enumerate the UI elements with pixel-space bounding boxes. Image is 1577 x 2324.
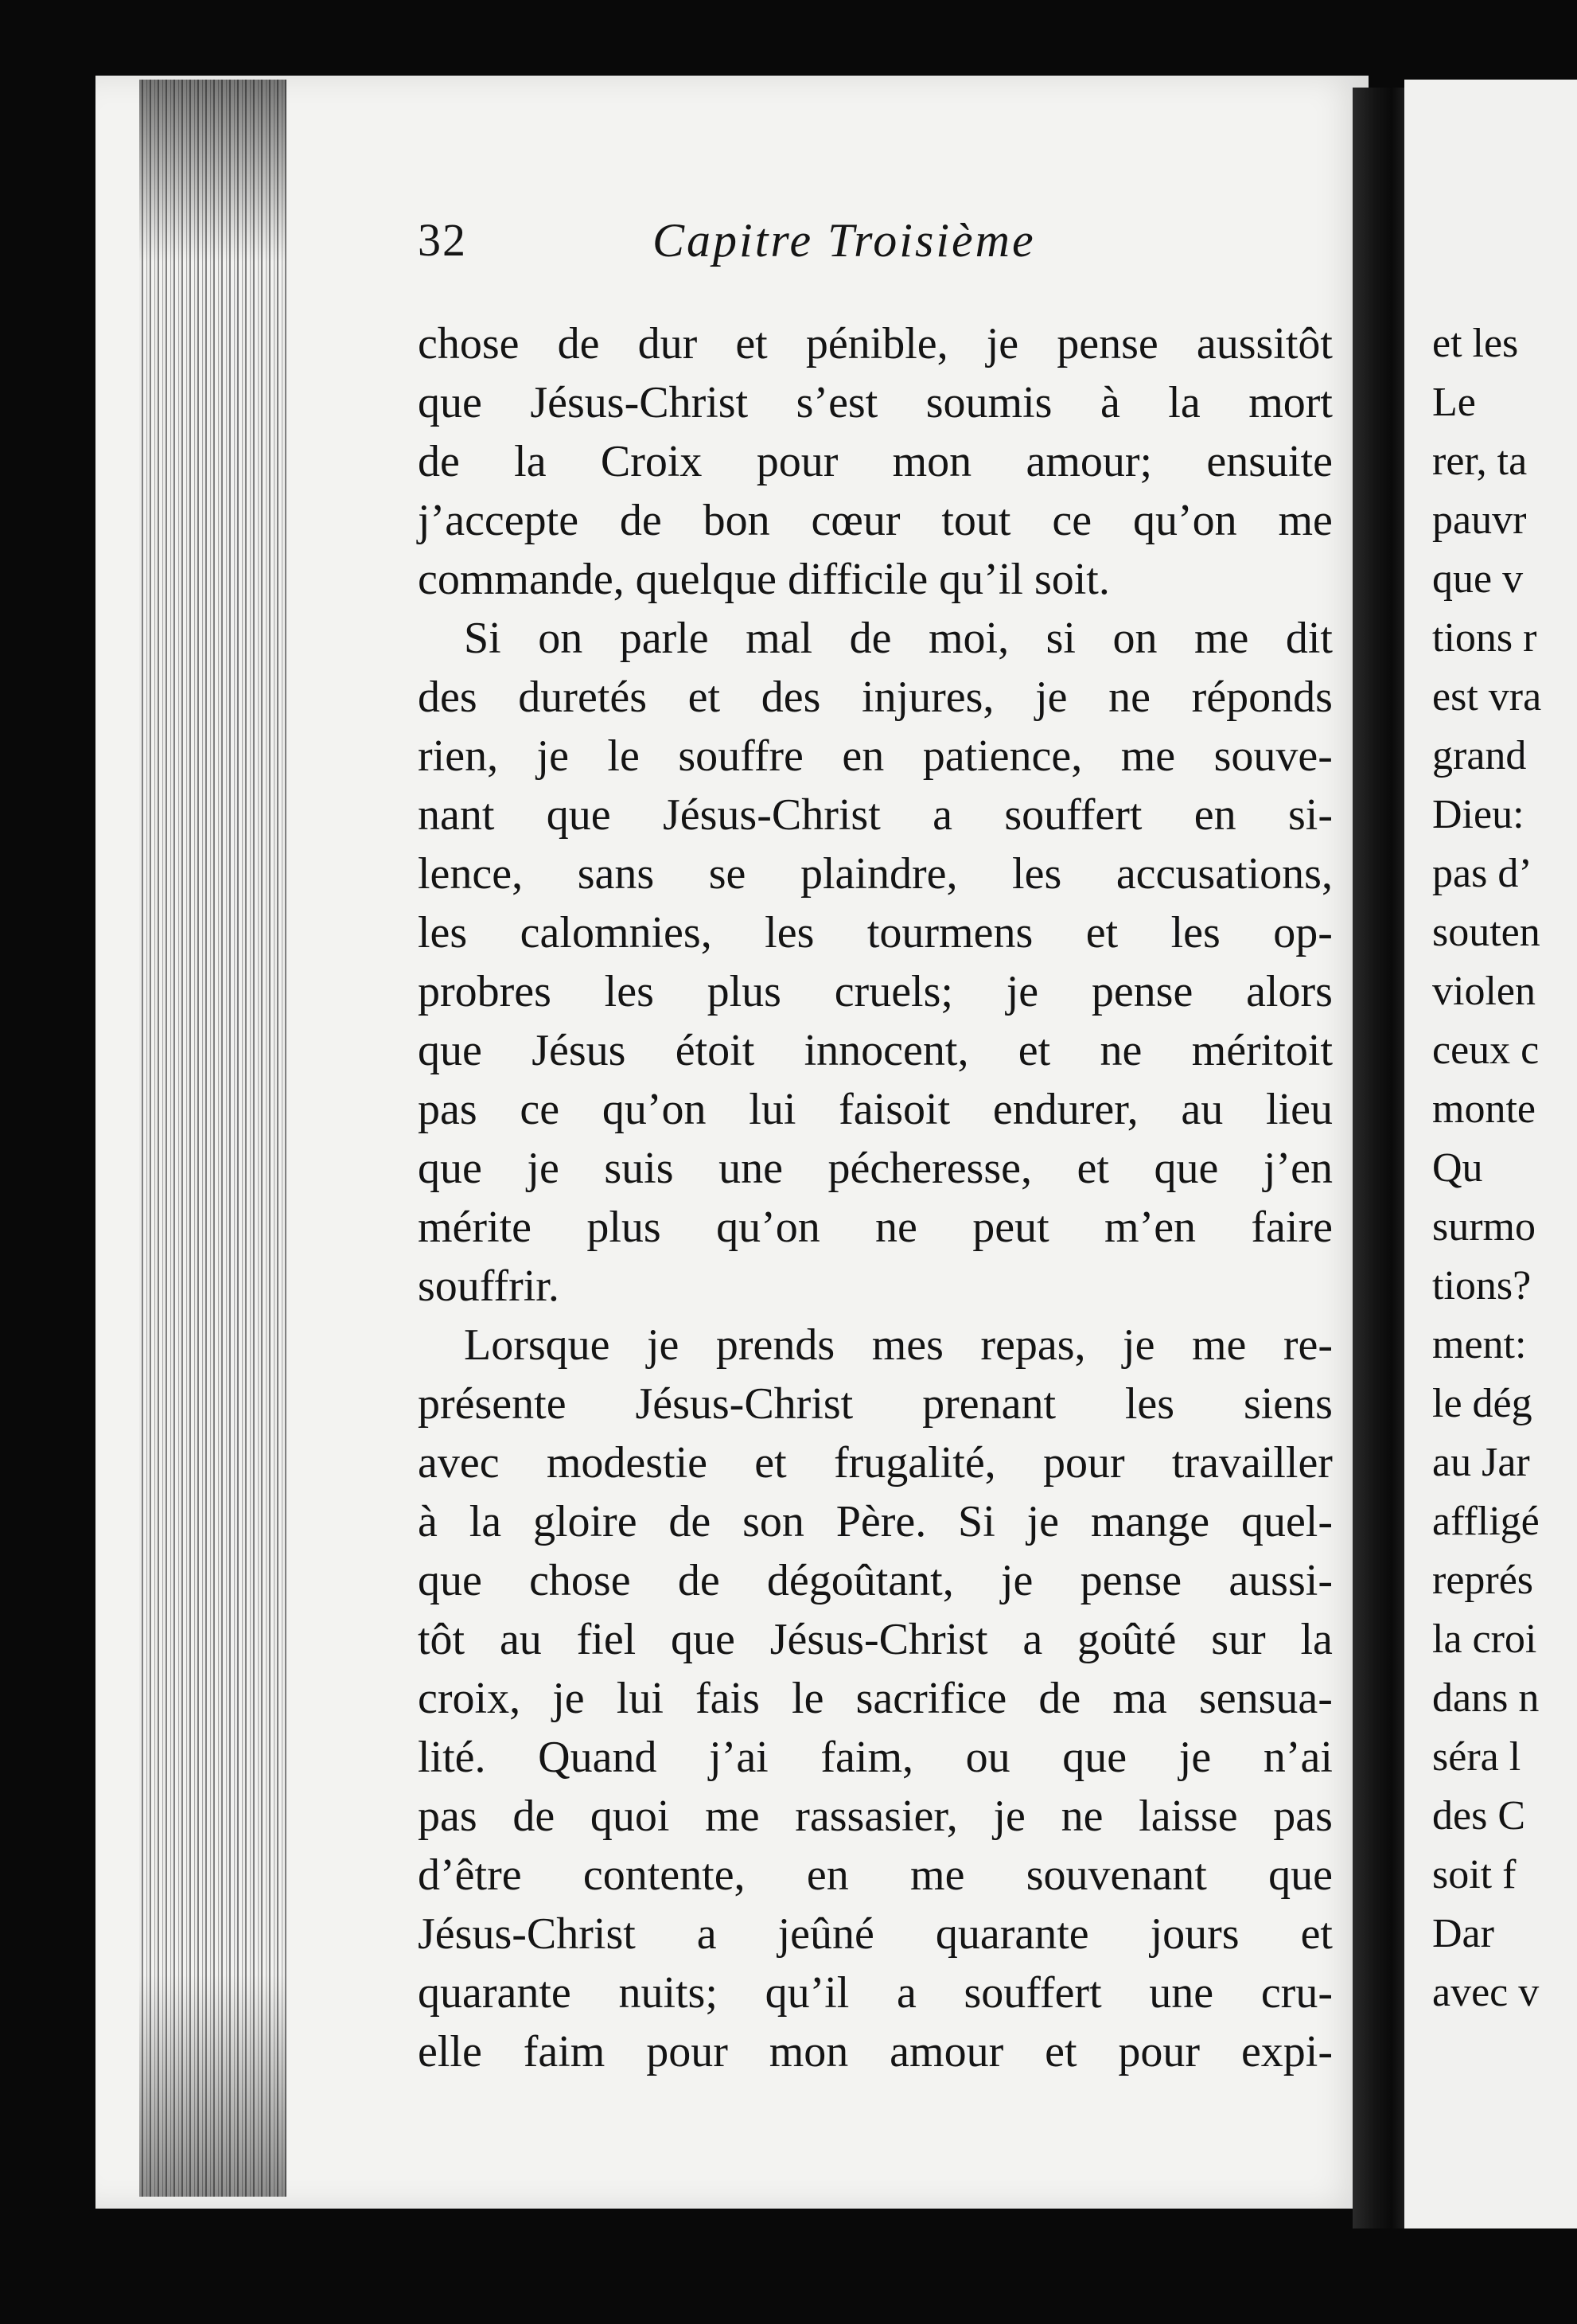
text-line: que je suis une pécheresse, et que j’en — [418, 1144, 1333, 1193]
text-line: pas de quoi me rassasier, je ne laisse pas — [418, 1792, 1333, 1841]
page-fore-edge — [139, 80, 286, 2197]
facing-text-line: Qu — [1432, 1145, 1483, 1191]
text-line: que chose de dégoûtant, je pense aussi- — [418, 1556, 1333, 1605]
facing-text-line: pas d’ — [1432, 851, 1532, 896]
facing-text-line: souten — [1432, 910, 1540, 955]
text-line: commande, quelque difficile qu’il soit. — [418, 555, 1110, 604]
facing-text-line: pauvr — [1432, 497, 1527, 543]
facing-text-line: tions r — [1432, 615, 1537, 661]
facing-text-line: ment: — [1432, 1322, 1527, 1367]
text-line: Jésus-Christ a jeûné quarante jours et — [418, 1909, 1333, 1959]
facing-text-line: au Jar — [1432, 1440, 1530, 1485]
facing-text-line: des C — [1432, 1793, 1525, 1839]
book-gutter — [1353, 88, 1408, 2228]
text-line: avec modestie et frugalité, pour travailler — [418, 1438, 1333, 1488]
facing-text-line: Le — [1432, 380, 1476, 425]
running-title: Capitre Troisième — [652, 214, 1036, 267]
facing-text-line: ceux c — [1432, 1027, 1540, 1073]
text-line: des duretés et des injures, je ne réponds — [418, 673, 1333, 722]
facing-text-line: monte — [1432, 1086, 1536, 1132]
text-line: quarante nuits; qu’il a souffert une cru- — [418, 1968, 1333, 2018]
facing-text-line: représ — [1432, 1558, 1534, 1603]
text-line: les calomnies, les tourmens et les op- — [418, 908, 1333, 957]
facing-text-line: dans n — [1432, 1675, 1540, 1721]
text-line: d’être contente, en me souvenant que — [418, 1850, 1333, 1900]
facing-text-line: séra l — [1432, 1734, 1521, 1780]
text-line: pas ce qu’on lui faisoit endurer, au lieu — [418, 1085, 1333, 1134]
facing-text-line: Dar — [1432, 1911, 1494, 1956]
facing-text-line: la croi — [1432, 1616, 1537, 1662]
facing-text-line: est vra — [1432, 674, 1542, 719]
text-line: mérite plus qu’on ne peut m’en faire — [418, 1203, 1333, 1252]
text-line: souffrir. — [418, 1261, 559, 1311]
text-line: lence, sans se plaindre, les accusations, — [418, 849, 1333, 899]
facing-page-text — [1432, 314, 1577, 2022]
text-line: tôt au fiel que Jésus-Christ a goûté sur la — [418, 1615, 1333, 1664]
facing-text-line: que v — [1432, 556, 1524, 602]
text-line: croix, je lui fais le sacrifice de ma sensua- — [418, 1674, 1333, 1723]
text-line: rien, je le souffre en patience, me souve- — [418, 731, 1333, 781]
facing-text-line: grand — [1432, 733, 1527, 778]
facing-text-line: surmo — [1432, 1204, 1536, 1250]
text-line: j’accepte de bon cœur tout ce qu’on me — [418, 496, 1333, 545]
facing-text-line: avec v — [1432, 1970, 1540, 2015]
facing-text-line: affligé — [1432, 1499, 1540, 1544]
text-line: chose de dur et pénible, je pense aussitôt — [418, 319, 1333, 368]
facing-text-line: et les — [1432, 321, 1519, 366]
text-line: présente Jésus-Christ prenant les siens — [418, 1379, 1333, 1429]
page-edge-shadow-top — [139, 80, 286, 263]
body-text — [418, 314, 1333, 2081]
facing-text-line: Dieu: — [1432, 792, 1524, 837]
text-line: Si on parle mal de moi, si on me dit — [464, 614, 1333, 663]
text-line: lité. Quand j’ai faim, ou que je n’ai — [418, 1733, 1333, 1782]
text-line: que Jésus-Christ s’est soumis à la mort — [418, 378, 1333, 427]
text-line: de la Croix pour mon amour; ensuite — [418, 437, 1333, 486]
facing-text-line: rer, ta — [1432, 439, 1528, 484]
text-line: à la gloire de son Père. Si je mange quel- — [418, 1497, 1333, 1546]
text-line: elle faim pour mon amour et pour expi- — [418, 2027, 1333, 2076]
text-line: que Jésus étoit innocent, et ne méritoit — [418, 1026, 1333, 1075]
facing-text-line: tions? — [1432, 1263, 1532, 1308]
page-number: 32 — [418, 214, 467, 266]
facing-text-line: le dég — [1432, 1381, 1532, 1426]
page-edge-shadow-bottom — [139, 1974, 286, 2197]
text-line: probres les plus cruels; je pense alors — [418, 967, 1333, 1016]
facing-text-line: soit f — [1432, 1852, 1517, 1897]
text-line: Lorsque je prends mes repas, je me re- — [464, 1320, 1333, 1370]
facing-text-line: violen — [1432, 969, 1536, 1014]
text-line: nant que Jésus-Christ a souffert en si- — [418, 790, 1333, 840]
